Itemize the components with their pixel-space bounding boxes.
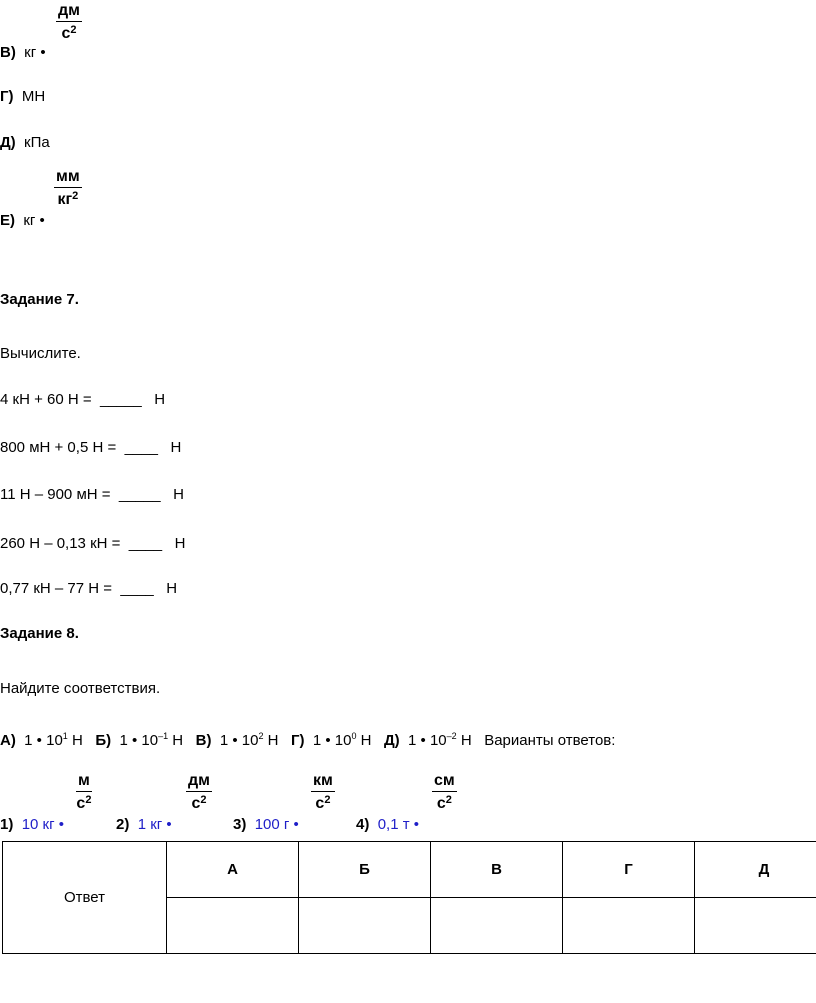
task7-line-4: 260 Н – 0,13 кН = ____ Н	[0, 535, 186, 552]
answer-cell-d[interactable]	[695, 898, 816, 954]
table-row-label: Ответ	[3, 842, 167, 954]
table-header-d: Д	[695, 842, 816, 898]
task8-title: Задание 8.	[0, 625, 79, 642]
answer-4: 4) 0,1 т •	[356, 816, 419, 833]
answer-3: 3) 100 г •	[233, 816, 299, 833]
answer-cell-v[interactable]	[431, 898, 563, 954]
task8-items-line	[0, 731, 615, 749]
task8-item-d: Д) 1 • $10^{-2}$ Н	[384, 731, 472, 749]
answer-cell-g[interactable]	[563, 898, 695, 954]
table-header-v: В	[431, 842, 563, 898]
table-header-b: Б	[299, 842, 431, 898]
table-header-a: А	[167, 842, 299, 898]
table-header-g: Г	[563, 842, 695, 898]
task8-item-g: Г) 1 • $10^0$ Н	[290, 731, 372, 749]
option-d: Д) кПа	[0, 134, 50, 151]
option-e: Е) кг •	[0, 212, 45, 229]
fraction-m-s2: м $с^2$	[76, 772, 92, 812]
answer-1: 1) 10 кг •	[0, 816, 64, 833]
task8-item-v: В) 1 • $10^2$ Н	[195, 731, 279, 749]
option-v: В) кг •	[0, 44, 46, 61]
task7-line-3: 11 Н – 900 мН = _____ Н	[0, 486, 184, 503]
task7-line-1: 4 кН + 60 Н = _____ Н	[0, 391, 166, 408]
fraction-dm-s2: дм $с^2$	[58, 2, 80, 42]
task7-title: Задание 7.	[0, 291, 79, 308]
answer-cell-b[interactable]	[299, 898, 431, 954]
answer-2: 2) 1 кг •	[116, 816, 172, 833]
option-g: Г) МН	[0, 88, 46, 105]
task7-line-2: 800 мН + 0,5 Н = ____ Н	[0, 439, 182, 456]
fraction-mm-kg2: мм $кг^2$	[56, 168, 80, 208]
fraction-sm-s2: см $с^2$	[434, 772, 455, 812]
variants-label: Варианты ответов:	[484, 732, 616, 749]
task8-instruction: Найдите соответствия.	[0, 680, 161, 697]
task7-instruction: Вычислите.	[0, 345, 81, 362]
task8-item-b: Б) 1 • $10^{-1}$ Н	[95, 731, 184, 749]
answer-table	[2, 841, 816, 954]
fraction-km-s2: км $с^2$	[313, 772, 333, 812]
task7-line-5: 0,77 кН – 77 Н = ____ Н	[0, 580, 178, 597]
task8-item-a: А) 1 • $10^1$ Н	[0, 731, 83, 749]
answer-cell-a[interactable]	[167, 898, 299, 954]
fraction-dm-s2-answer: дм $с^2$	[188, 772, 210, 812]
